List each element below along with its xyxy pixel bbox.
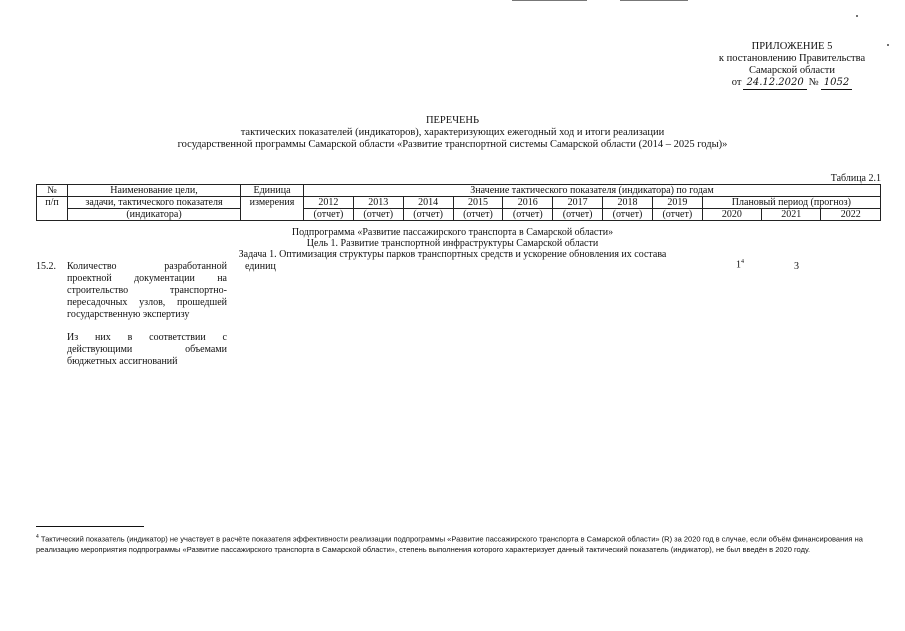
year-header: 2012 — [304, 197, 354, 209]
number-label: № — [808, 77, 819, 88]
value-2020 — [736, 259, 744, 270]
document-title — [0, 115, 905, 151]
indicator-subname: Из них в соответствии с действующими объемами бюджетных ассигнований — [67, 332, 227, 367]
year-header: 2018 — [603, 197, 653, 209]
row-number: 15.2. — [36, 261, 56, 272]
col-values-title: Значение тактического показателя (индикатора) по годам — [304, 185, 881, 197]
scan-speck — [856, 15, 858, 17]
indicators-table-header — [36, 184, 881, 221]
decree-date: 24.12.2020 — [743, 77, 806, 90]
year-header: 2016 — [503, 197, 553, 209]
footnote — [36, 532, 871, 555]
plan-period-header: Плановый период (прогноз) — [702, 197, 880, 209]
col-name: Наименование цели, — [68, 185, 241, 197]
plan-year-header: 2021 — [762, 209, 821, 221]
subprogram-heading: Подпрограмма «Развитие пассажирского транспорта в Самарской области» — [291, 227, 614, 238]
report-label: (отчет) — [503, 209, 553, 221]
report-label: (отчет) — [603, 209, 653, 221]
col-no-l2: п/п — [37, 197, 68, 221]
report-label: (отчет) — [553, 209, 603, 221]
appendix-title: ПРИЛОЖЕНИЕ 5 — [751, 41, 833, 52]
col-name-l3: (индикатора) — [68, 209, 241, 221]
year-header: 2013 — [353, 197, 403, 209]
indicator-unit: единиц — [245, 261, 276, 272]
col-name-l2: задачи, тактического показателя — [68, 197, 241, 209]
col-unit: Единица — [241, 185, 304, 197]
year-header: 2015 — [453, 197, 503, 209]
appendix-line2: Самарской области — [749, 65, 835, 76]
report-label: (отчет) — [453, 209, 503, 221]
footnote-ref: 4 — [741, 259, 744, 265]
footnote-text: Тактический показатель (индикатор) не участвует в расчёте показателя эффективности реализации подпрограммы «Развитие пассажирского транспорта в Самарской области» (R) за 2020 год в случае, если объём финансирования на реализацию мероприятия подпрограммы «Развитие пассажирского транспорта в Самарской области», степень выполнения которого характеризует данный тактический показатель (индикатор), не был введён в 2020 году. — [36, 534, 863, 554]
indicator-name: Количество разработанной проектной документации на строительство транспортно-пересадочных узлов, прошедшей государственную экспертизу — [67, 261, 227, 320]
footnote-mark: 4 — [36, 534, 39, 540]
decree-number: 1052 — [821, 77, 852, 90]
footnote-rule — [36, 526, 144, 527]
title-line1: тактических показателей (индикаторов), характеризующих ежегодный ход и итоги реализации — [240, 127, 665, 138]
title-heading: ПЕРЕЧЕНЬ — [425, 115, 480, 126]
scan-mark — [620, 0, 688, 3]
table-label: Таблица 2.1 — [830, 173, 881, 184]
appendix-block — [707, 41, 877, 90]
title-line2: государственной программы Самарской области «Развитие транспортной системы Самарской области (2014 – 2025 годы)» — [177, 139, 728, 150]
year-header: 2019 — [652, 197, 702, 209]
value-2020-number: 1 — [736, 259, 741, 271]
from-label: от — [731, 77, 742, 88]
scan-speck — [887, 44, 889, 46]
year-header: 2017 — [553, 197, 603, 209]
value-2021: 3 — [794, 261, 799, 272]
col-no: № — [37, 185, 68, 197]
report-label: (отчет) — [403, 209, 453, 221]
year-header: 2014 — [403, 197, 453, 209]
report-label: (отчет) — [353, 209, 403, 221]
report-label: (отчет) — [304, 209, 354, 221]
task-heading: Задача 1. Оптимизация структуры парков транспортных средств и ускорение обновления их состава — [238, 249, 667, 260]
report-label: (отчет) — [652, 209, 702, 221]
goal-heading: Цель 1. Развитие транспортной инфраструктуры Самарской области — [306, 238, 599, 249]
appendix-date-line — [707, 77, 877, 90]
plan-year-header: 2022 — [821, 209, 881, 221]
appendix-line1: к постановлению Правительства — [718, 53, 866, 64]
col-unit-l2: измерения — [241, 197, 304, 221]
scan-mark — [512, 0, 587, 3]
plan-year-header: 2020 — [702, 209, 761, 221]
